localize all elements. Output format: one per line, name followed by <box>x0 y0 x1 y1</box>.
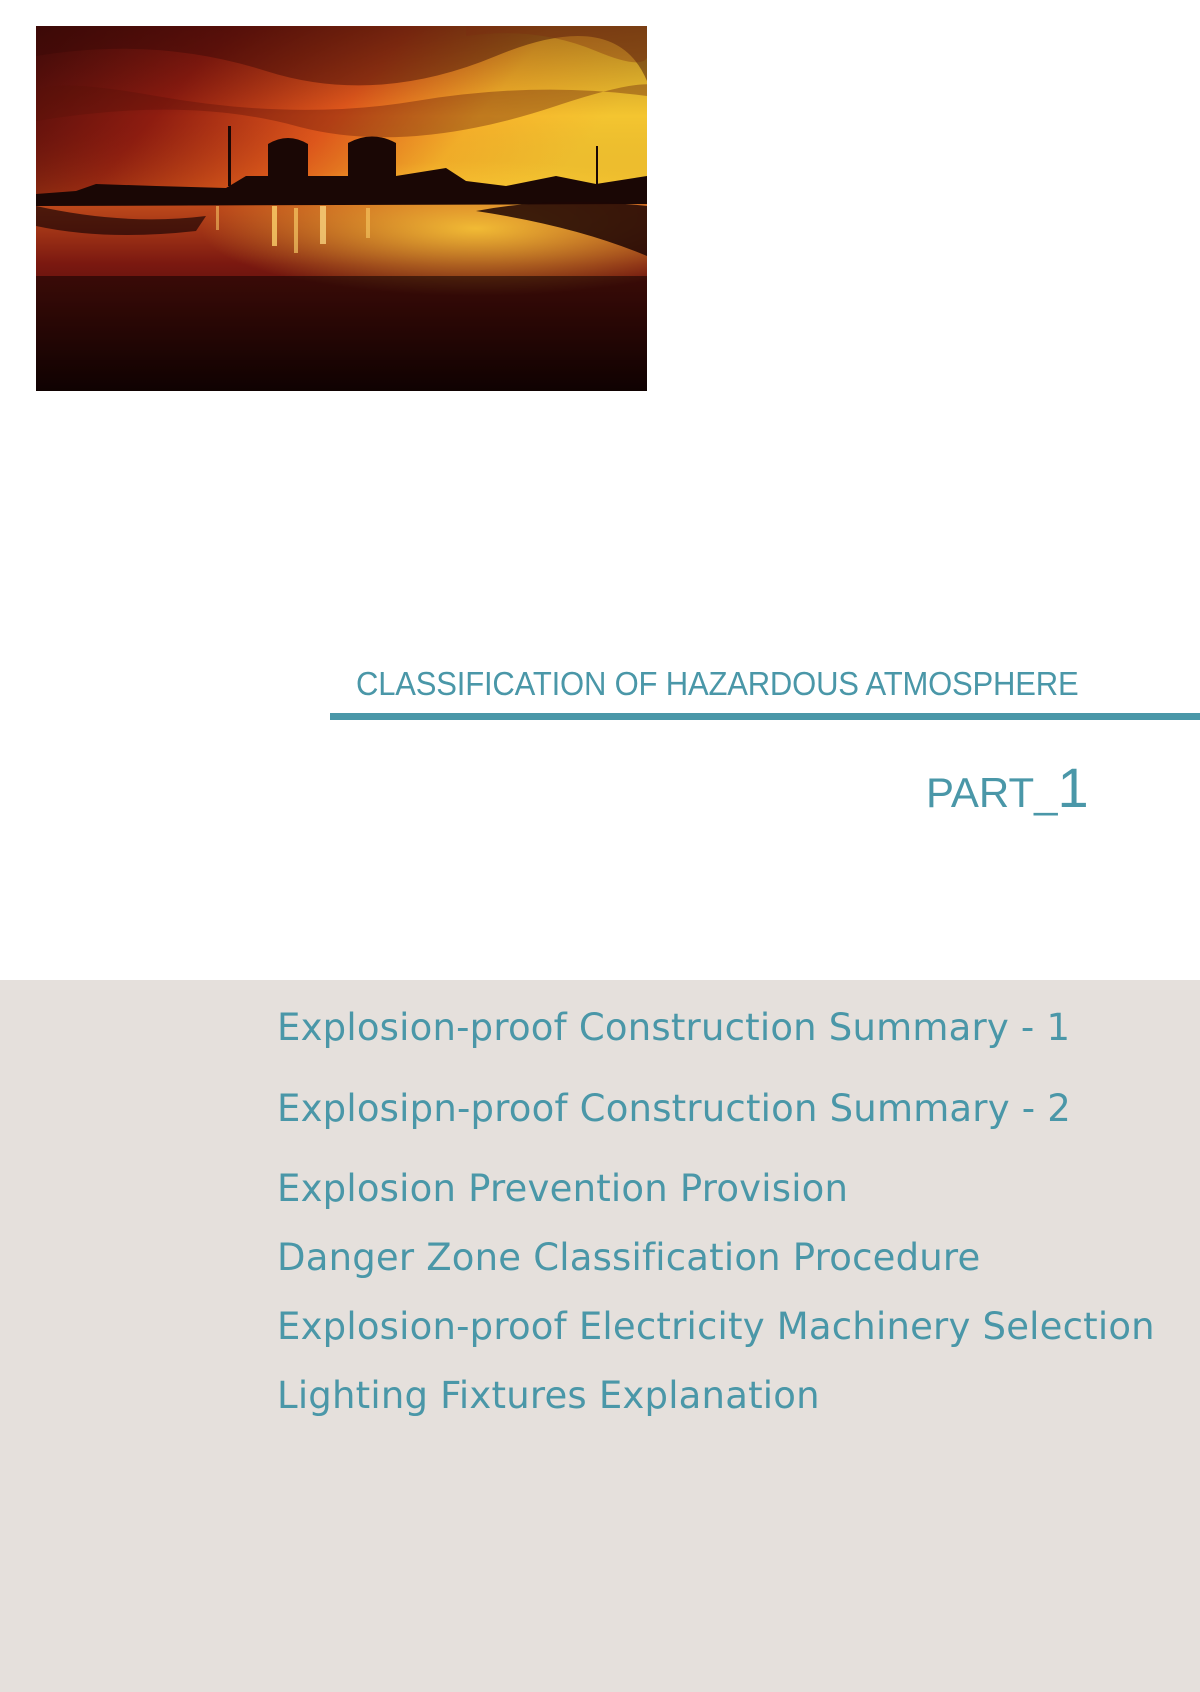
contents-item-construction-summary-2: Explosipn-proof Construction Summary - 2 <box>277 1087 1072 1130</box>
contents-item-machinery-selection: Explosion-proof Electricity Machinery Selection <box>277 1305 1155 1348</box>
part-prefix: PART_ <box>926 769 1058 816</box>
plant-silhouette-illustration <box>36 26 647 391</box>
contents-item-construction-summary-1: Explosion-proof Construction Summary - 1 <box>277 1006 1071 1049</box>
industrial-plant-sunset-photo <box>36 26 647 391</box>
document-title: CLASSIFICATION OF HAZARDOUS ATMOSPHERE <box>356 665 1079 702</box>
title-underline-divider <box>330 713 1200 720</box>
contents-panel <box>0 980 1200 1692</box>
contents-item-zone-classification: Danger Zone Classification Procedure <box>277 1236 981 1279</box>
contents-item-prevention-provision: Explosion Prevention Provision <box>277 1167 849 1210</box>
contents-item-lighting-fixtures: Lighting Fixtures Explanation <box>277 1374 820 1417</box>
part-number: 1 <box>1057 756 1089 819</box>
part-label <box>926 756 1089 819</box>
